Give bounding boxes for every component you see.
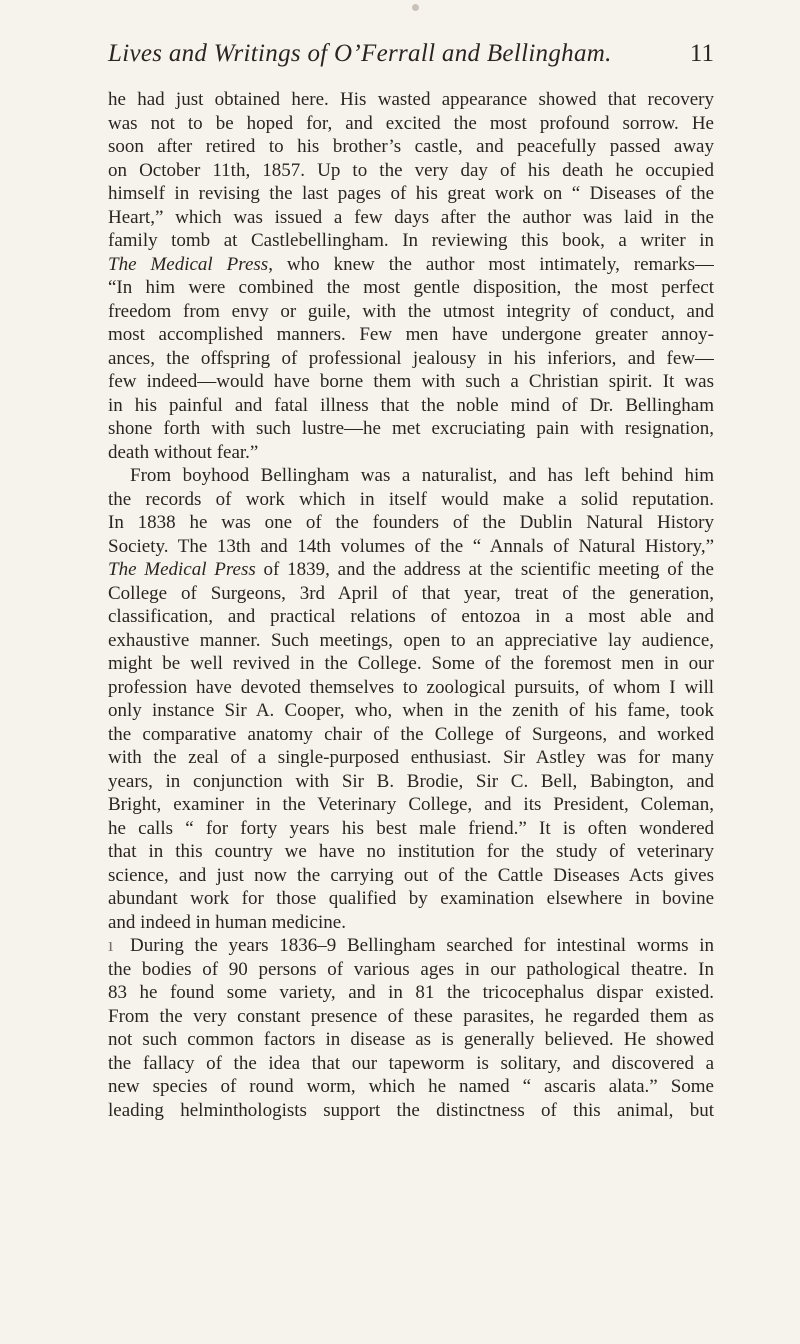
text-line: College of Surgeons, 3rd April of that year, treat of the generation, [108, 582, 714, 604]
text-line: Society. The 13th and 14th volumes of the “ Annals of Natural History,” [108, 535, 714, 557]
line-suffix: of 1839, and the address at the scientific meeting of the [255, 559, 714, 580]
text-line: family tomb at Castlebellingham. In reviewing this book, a writer in [108, 230, 714, 251]
text-line: few indeed—would have borne them with such a Christian spirit. It was [108, 371, 714, 392]
text-line: “In him were combined the most gentle disposition, the most perfect [108, 277, 714, 298]
text-line: only instance Sir A. Cooper, who, when in the zenith of his fame, took [108, 700, 714, 721]
journal-title: The Medical Press [108, 559, 256, 580]
text-line: he calls “ for forty years his best male friend.” It is often wondered [108, 817, 714, 839]
text-line: 83 he found some variety, and in 81 the tricocephalus dispar existed. [108, 982, 714, 1003]
line-suffix: , who knew the author most intimately, remarks— [268, 253, 714, 275]
journal-title: The Medical Press [108, 253, 269, 275]
text-line: in his painful and fatal illness that the noble mind of Dr. Bellingham [108, 394, 714, 416]
text-line: new species of round worm, which he named “ ascaris alata.” Some [108, 1076, 714, 1097]
text-line: freedom from envy or guile, with the utmost integrity of conduct, and [108, 300, 714, 322]
text-line: the fallacy of the idea that our tapeworm is solitary, and discovered a [108, 1052, 714, 1074]
text-line: science, and just now the carrying out of the Cattle Diseases Acts gives [108, 864, 714, 886]
text-line: soon after retired to his brother’s castle, and peacefully passed away [108, 136, 714, 157]
ink-spot [412, 4, 419, 11]
text-line: profession have devoted themselves to zoological pursuits, of whom I will [108, 676, 714, 698]
text-line: was not to be hoped for, and excited the most profound sorrow. He [108, 112, 714, 134]
text-line: not such common factors in disease as is generally believed. He showed [108, 1029, 714, 1050]
text-line: the records of work which in itself would make a solid reputation. [108, 488, 714, 510]
text-line: exhaustive manner. Such meetings, open to an appreciative lay audience, [108, 629, 714, 651]
text-line: the comparative anatomy chair of the College of Surgeons, and worked [108, 723, 714, 745]
text-line: From boyhood Bellingham was a naturalist, and has left behind him [130, 465, 714, 486]
text-line: leading helminthologists support the distinctness of this animal, but [108, 1099, 714, 1121]
running-head: Lives and Writings of O’Ferrall and Bellingham. [108, 40, 612, 67]
text-line: himself in revising the last pages of his great work on “ Diseases of the [108, 183, 714, 204]
text-line: abundant work for those qualified by examination elsewhere in bovine [108, 888, 714, 909]
body-text [108, 88, 714, 1122]
line-text: During the years 1836–9 Bellingham searched for intestinal worms in [130, 935, 714, 956]
text-line: the bodies of 90 persons of various ages in our pathological theatre. In [108, 958, 714, 980]
page-header [108, 40, 714, 74]
text-line: ances, the offspring of professional jealousy in his inferiors, and few— [108, 347, 714, 369]
text-line: Bright, examiner in the Veterinary College, and its President, Coleman, [108, 794, 714, 815]
text-line: on October 11th, 1857. Up to the very day of his death he occupied [108, 159, 714, 181]
text-line: shone forth with such lustre—he met excruciating pain with resignation, [108, 418, 714, 439]
text-line: years, in conjunction with Sir B. Brodie, Sir C. Bell, Babington, and [108, 770, 714, 792]
text-line: most accomplished manners. Few men have undergone greater annoy- [108, 324, 714, 345]
text-line [108, 558, 714, 582]
text-line: From the very constant presence of these parasites, he regarded them as [108, 1005, 714, 1027]
text-line [108, 253, 714, 277]
page-number: 11 [689, 40, 714, 67]
text-line [108, 934, 714, 958]
text-line: might be well revived in the College. Some of the foremost men in our [108, 653, 714, 674]
text-line: and indeed in human medicine. [108, 911, 346, 933]
text-line: he had just obtained here. His wasted appearance showed that recovery [108, 89, 714, 110]
text-line: Heart,” which was issued a few days after the author was laid in the [108, 206, 714, 228]
text-line: In 1838 he was one of the founders of the Dublin Natural History [108, 512, 714, 533]
text-line: death without fear.” [108, 441, 259, 463]
text-line: that in this country we have no institution for the study of veterinary [108, 841, 714, 862]
text-line: classification, and practical relations of entozoa in a most able and [108, 606, 714, 627]
margin-mark: ı [108, 935, 114, 956]
text-line: with the zeal of a single-purposed enthusiast. Sir Astley was for many [108, 747, 714, 768]
